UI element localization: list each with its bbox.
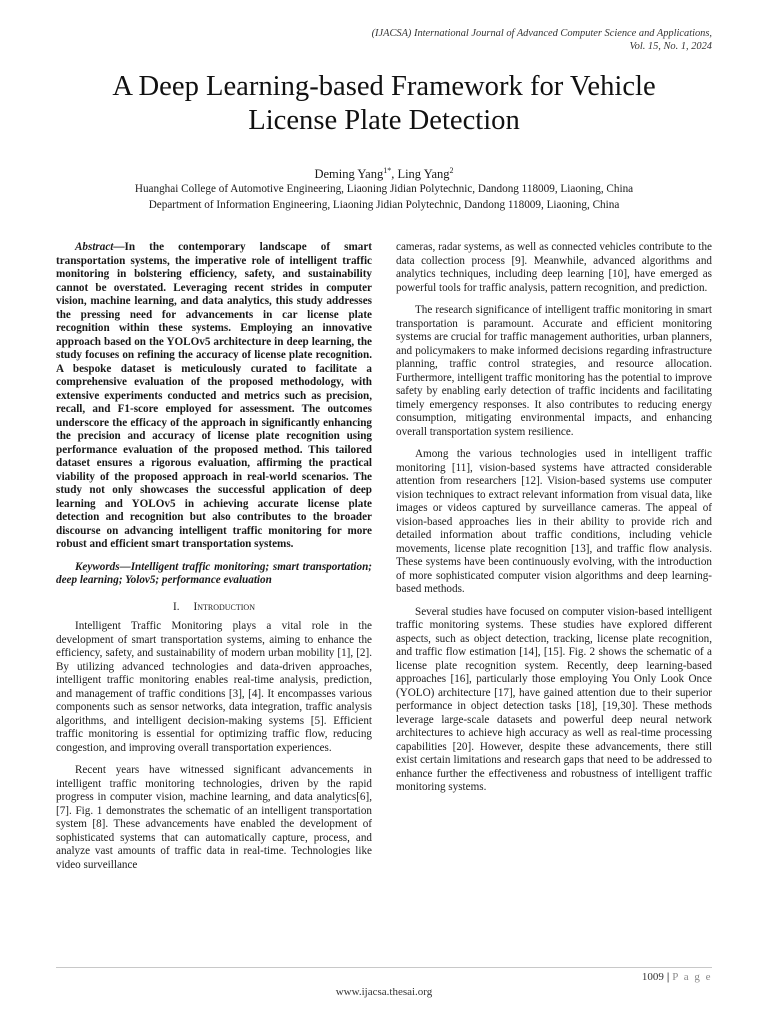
body-paragraph: Recent years have witnessed significant advancements in intelligent traffic monitoring technologies, driven by the rapid progress in computer vision, machine learning, and data analytics[6], [7]. Fig. 1 demonstrates the schematic of an intelligent transportation system [8]. These advancements have enabled the development of sophisticated systems that can automatically capture, process, and analyze vast amounts of traffic data in real-time. Technologies like video surveillance: [56, 764, 372, 871]
author-separator: ,: [391, 167, 398, 182]
author-name: Ling Yang: [397, 167, 450, 182]
author-name: Deming Yang: [314, 167, 384, 182]
journal-volume: Vol. 15, No. 1, 2024: [629, 41, 712, 52]
journal-header: [152, 27, 712, 53]
body-paragraph: Intelligent Traffic Monitoring plays a vital role in the development of smart transportation systems, aiming to enhance the efficiency, safety, and sustainability of modern urban mobility [1], [2]. By utilizing advanced technologies and data-driven approaches, intelligent traffic monitoring enables real-time analysis, prediction, and management of traffic conditions [3], [4]. It encompasses various components such as sensor networks, data integration, traffic analysis algorithms, and intelligent decision-making systems [5]. Efficient traffic monitoring is essential for optimizing traffic flow, reducing congestion, and improving overall transportation experiences.: [56, 620, 372, 754]
journal-name: (IJACSA) International Journal of Advanced Computer Science and Applications,: [371, 28, 712, 39]
section-title: Introduction: [193, 600, 255, 613]
paper-title-line2: License Plate Detection: [248, 105, 520, 136]
journal-url: www.ijacsa.thesai.org: [335, 986, 433, 998]
page-number-separator: |: [666, 971, 670, 983]
abstract-text: In the contemporary landscape of smart transportation systems, the imperative role of intelligent traffic monitoring in bolstering efficiency, safety, and sustainability cannot be overstated. Leveraging recent strides in computer vision, machine learning, and data analytics, this study addresses the pressing need for advancements in car license plate recognition within these systems. Employing an innovative approach based on the YOLOv5 architecture in deep learning, the study focuses on refining the accuracy of license plate recognition. A bespoke dataset is meticulously curated to facilitate a comprehensive evaluation of the proposed methodology, with extensive experiments conducted and metrics such as precision, recall, and F1-score employed for assessment. The outcomes underscore the efficacy of the approach in significantly enhancing the precision and accuracy of license plate recognition using performance evaluation of the proposed method. This tailored dataset ensures a rigorous evaluation, affirming the practical viability of the proposed approach in real-world scenarios. The study not only showcases the successful application of deep learning and YOLOv5 in achieving accurate license plate detection and recognition but also contributes to the broader discourse on advancing intelligent traffic monitoring for more robust and efficient smart transportation systems.: [56, 241, 372, 550]
page-number: [642, 971, 712, 983]
paper-title: [40, 70, 728, 138]
affiliation: Department of Information Engineering, Liaoning Jidian Polytechnic, Dandong 118009, Liaoning, China: [148, 199, 620, 211]
page-label: P a g e: [672, 971, 712, 983]
body-paragraph: Among the various technologies used in intelligent traffic monitoring [11], vision-based systems have attracted considerable attention from researchers [12]. Vision-based systems use computer vision techniques to extract relevant information from visual data, like images or videos captured by surveillance cameras. The appeal of vision-based approaches lies in their ability to provide rich and detailed information about traffic conditions, including vehicle movements, license plate recognition [13], and traffic flow analysis. These systems have been continuously evolving, with the introduction of more sophisticated computer vision algorithms and deep learning-based methods.: [396, 448, 712, 595]
affiliation: Huanghai College of Automotive Engineering, Liaoning Jidian Polytechnic, Dandong 118009, Liaoning, China: [134, 183, 634, 195]
section-heading: [56, 601, 372, 615]
body-paragraph: The research significance of intelligent traffic monitoring in smart transportation is paramount. Accurate and efficient monitoring systems are crucial for traffic management authorities, urban planners, and policymakers to make informed decisions regarding infrastructure planning, traffic control strategies, and resource allocation. Furthermore, intelligent traffic monitoring has the potential to improve safety by enabling early detection of traffic incidents and facilitating timely emergency responses. It also contributes to reducing energy consumption, mitigating environmental impacts, and enhancing overall transportation system resilience.: [396, 304, 712, 438]
abstract: [56, 241, 372, 552]
abstract-dash: —: [113, 241, 125, 253]
author-list: [40, 163, 728, 182]
body-paragraph: Several studies have focused on computer vision-based intelligent traffic monitoring systems. These studies have explored different aspects, such as object detection, tracking, license plate recognition, and traffic flow estimation [14], [15]. Fig. 2 shows the schematic of a license plate recognition system. Recently, deep learning-based approaches [16], particularly those employing You Only Look Once (YOLO) architecture [17], have gained attention due to their superior performance in object detection tasks [18], [19,30]. These methods leverage large-scale datasets and powerful deep neural network architectures to achieve high accuracy as well as real-time processing capabilities [20]. However, despite these advancements, there still exist certain limitations and research gaps that need to be addressed to enhance further the effectiveness and robustness of intelligent traffic monitoring systems.: [396, 605, 712, 793]
author-marker: 1*: [383, 166, 392, 175]
page-number-value: 1009: [641, 971, 664, 983]
paper-title-line1: A Deep Learning-based Framework for Vehicle: [112, 71, 656, 102]
left-column: [56, 241, 372, 872]
footer-divider: [56, 967, 712, 968]
keywords: Keywords—Intelligent traffic monitoring; smart transportation; deep learning; Yolov5; performance evaluation: [56, 560, 372, 586]
abstract-label: Abstract: [75, 241, 114, 253]
author-marker: 2: [449, 166, 454, 175]
right-column: [396, 241, 712, 795]
section-number: I.: [173, 600, 180, 613]
body-paragraph: cameras, radar systems, as well as connected vehicles contribute to the data collection process [9]. Meanwhile, advanced algorithms and analytics techniques, including deep learning [10], have emerged as powerful tools for traffic analysis, pattern recognition, and prediction.: [396, 241, 712, 294]
